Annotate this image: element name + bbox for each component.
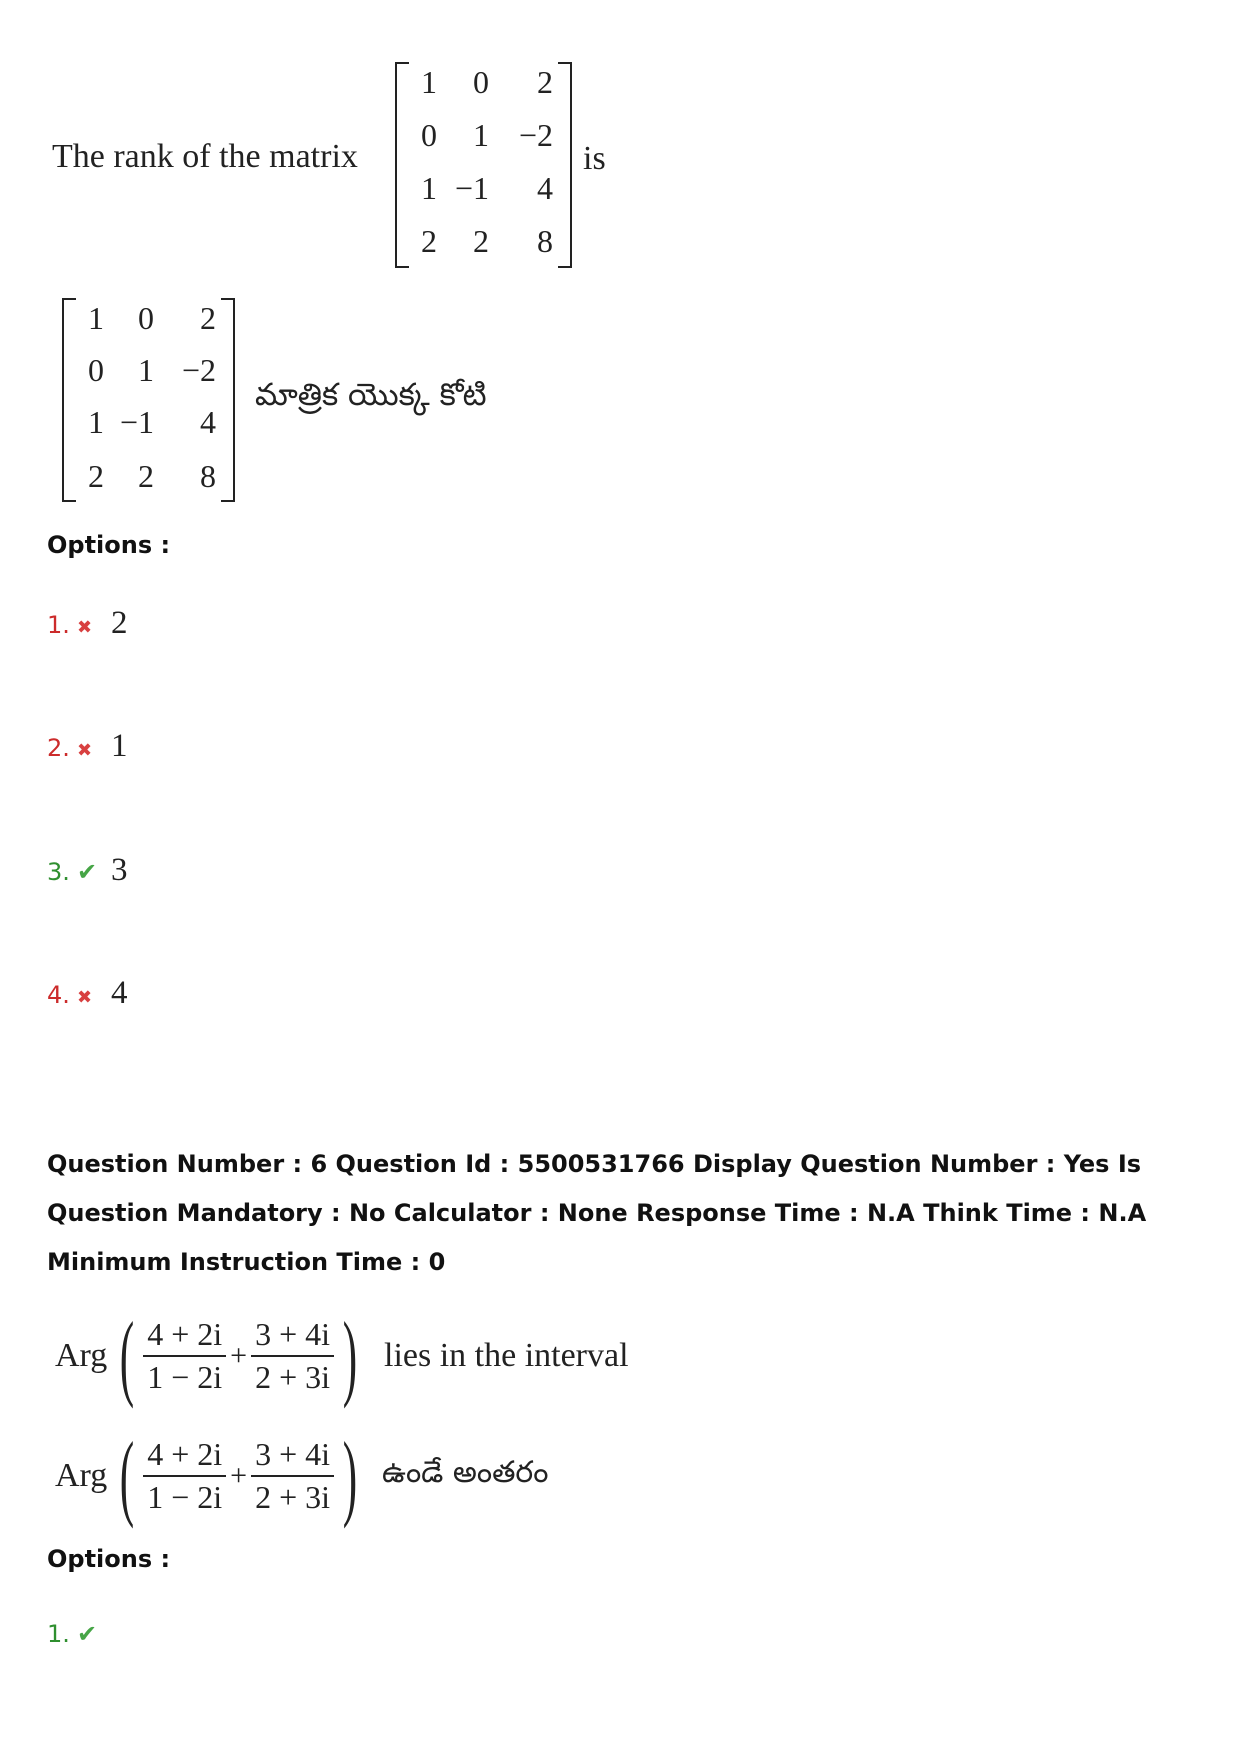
fraction-1 bbox=[143, 1436, 226, 1516]
matrix-right-bracket bbox=[558, 62, 572, 268]
question-6-metadata: Question Number : 6 Question Id : 5500531766 Display Question Number : Yes Is Question Mandatory : No Calculator : None Response Time : N.A Think Time : N.A Minimum Instruction Time : 0 bbox=[47, 1150, 1147, 1276]
matrix-cell: 1 bbox=[138, 352, 154, 388]
matrix-cell: −1 bbox=[454, 170, 489, 206]
matrix-right-bracket bbox=[221, 298, 235, 502]
option-value: 1 bbox=[111, 728, 128, 764]
matrix-cell: 2 bbox=[200, 300, 216, 336]
option-number: 3. bbox=[47, 858, 70, 886]
option-3[interactable] bbox=[47, 852, 128, 889]
matrix-cell: −2 bbox=[181, 352, 216, 388]
option-number: 1. bbox=[47, 611, 70, 639]
option-number: 4. bbox=[47, 981, 70, 1009]
matrix-cell: 1 bbox=[421, 170, 437, 206]
matrix-cell: 1 bbox=[473, 117, 489, 153]
right-paren: ) bbox=[342, 1302, 358, 1409]
left-paren: ( bbox=[120, 1302, 135, 1409]
fraction-denominator: 2 + 3i bbox=[255, 1359, 331, 1395]
arg-function: Arg bbox=[55, 1457, 108, 1494]
check-icon: ✔ bbox=[77, 1620, 98, 1648]
plus-sign: + bbox=[230, 1339, 248, 1372]
matrix-cell: 0 bbox=[473, 64, 489, 100]
fraction-numerator: 4 + 2i bbox=[143, 1316, 226, 1357]
matrix-cell: 2 bbox=[537, 64, 553, 100]
fraction-denominator: 1 − 2i bbox=[147, 1479, 223, 1515]
fraction-numerator: 3 + 4i bbox=[251, 1436, 334, 1477]
question-6-expression-en bbox=[55, 1302, 629, 1409]
matrix-cell: 2 bbox=[421, 223, 437, 259]
matrix-cell: 8 bbox=[200, 458, 216, 494]
cross-icon: ✖ bbox=[77, 740, 93, 761]
cross-icon: ✖ bbox=[77, 987, 93, 1008]
matrix-cell: 1 bbox=[421, 64, 437, 100]
matrix-cell: 1 bbox=[88, 300, 104, 336]
fraction-2 bbox=[251, 1316, 334, 1396]
option-1[interactable] bbox=[47, 1620, 105, 1648]
fraction-denominator: 1 − 2i bbox=[147, 1359, 223, 1395]
check-icon: ✔ bbox=[77, 858, 98, 886]
matrix-cell: 2 bbox=[138, 458, 154, 494]
plus-sign: + bbox=[230, 1459, 248, 1492]
matrix-cell: 2 bbox=[473, 223, 489, 259]
matrix-cell: 4 bbox=[537, 170, 553, 206]
option-4[interactable] bbox=[47, 975, 128, 1012]
option-2[interactable] bbox=[47, 728, 128, 765]
option-number: 2. bbox=[47, 734, 70, 762]
cross-icon: ✖ bbox=[77, 617, 93, 638]
option-1[interactable] bbox=[47, 605, 128, 642]
left-paren: ( bbox=[120, 1422, 135, 1529]
option-value: 2 bbox=[111, 605, 128, 641]
arg-function: Arg bbox=[55, 1337, 108, 1374]
question-5-matrix-en bbox=[395, 62, 572, 268]
question-5-matrix-te bbox=[62, 298, 235, 502]
option-value: 4 bbox=[111, 975, 128, 1011]
right-paren: ) bbox=[342, 1422, 358, 1529]
question-6-stem-en: lies in the interval bbox=[384, 1337, 629, 1374]
option-number: 1. bbox=[47, 1620, 70, 1648]
options-label: Options : bbox=[47, 1545, 171, 1573]
question-5-stem-en: The rank of the matrix bbox=[52, 138, 358, 175]
fraction-numerator: 4 + 2i bbox=[143, 1436, 226, 1477]
question-6-expression-te bbox=[55, 1422, 549, 1529]
fraction-numerator: 3 + 4i bbox=[251, 1316, 334, 1357]
matrix-cell: −2 bbox=[518, 117, 553, 153]
matrix-cell: 0 bbox=[421, 117, 437, 153]
question-6-stem-te: ఉండే అంతరం bbox=[382, 1455, 549, 1490]
question-5-stem-en-suffix: is bbox=[583, 140, 606, 177]
question-5-stem-te: మాత్రిక యొక్క కోటి bbox=[255, 377, 487, 413]
matrix-cell: 8 bbox=[537, 223, 553, 259]
option-value: 3 bbox=[111, 852, 128, 888]
fraction-2 bbox=[251, 1436, 334, 1516]
matrix-cell: 4 bbox=[200, 404, 216, 440]
fraction-denominator: 2 + 3i bbox=[255, 1479, 331, 1515]
matrix-cell: 2 bbox=[88, 458, 104, 494]
fraction-1 bbox=[143, 1316, 226, 1396]
matrix-cell: 0 bbox=[138, 300, 154, 336]
options-label: Options : bbox=[47, 531, 171, 559]
matrix-cell: 1 bbox=[88, 404, 104, 440]
matrix-cell: 0 bbox=[88, 352, 104, 388]
matrix-cell: −1 bbox=[119, 404, 154, 440]
